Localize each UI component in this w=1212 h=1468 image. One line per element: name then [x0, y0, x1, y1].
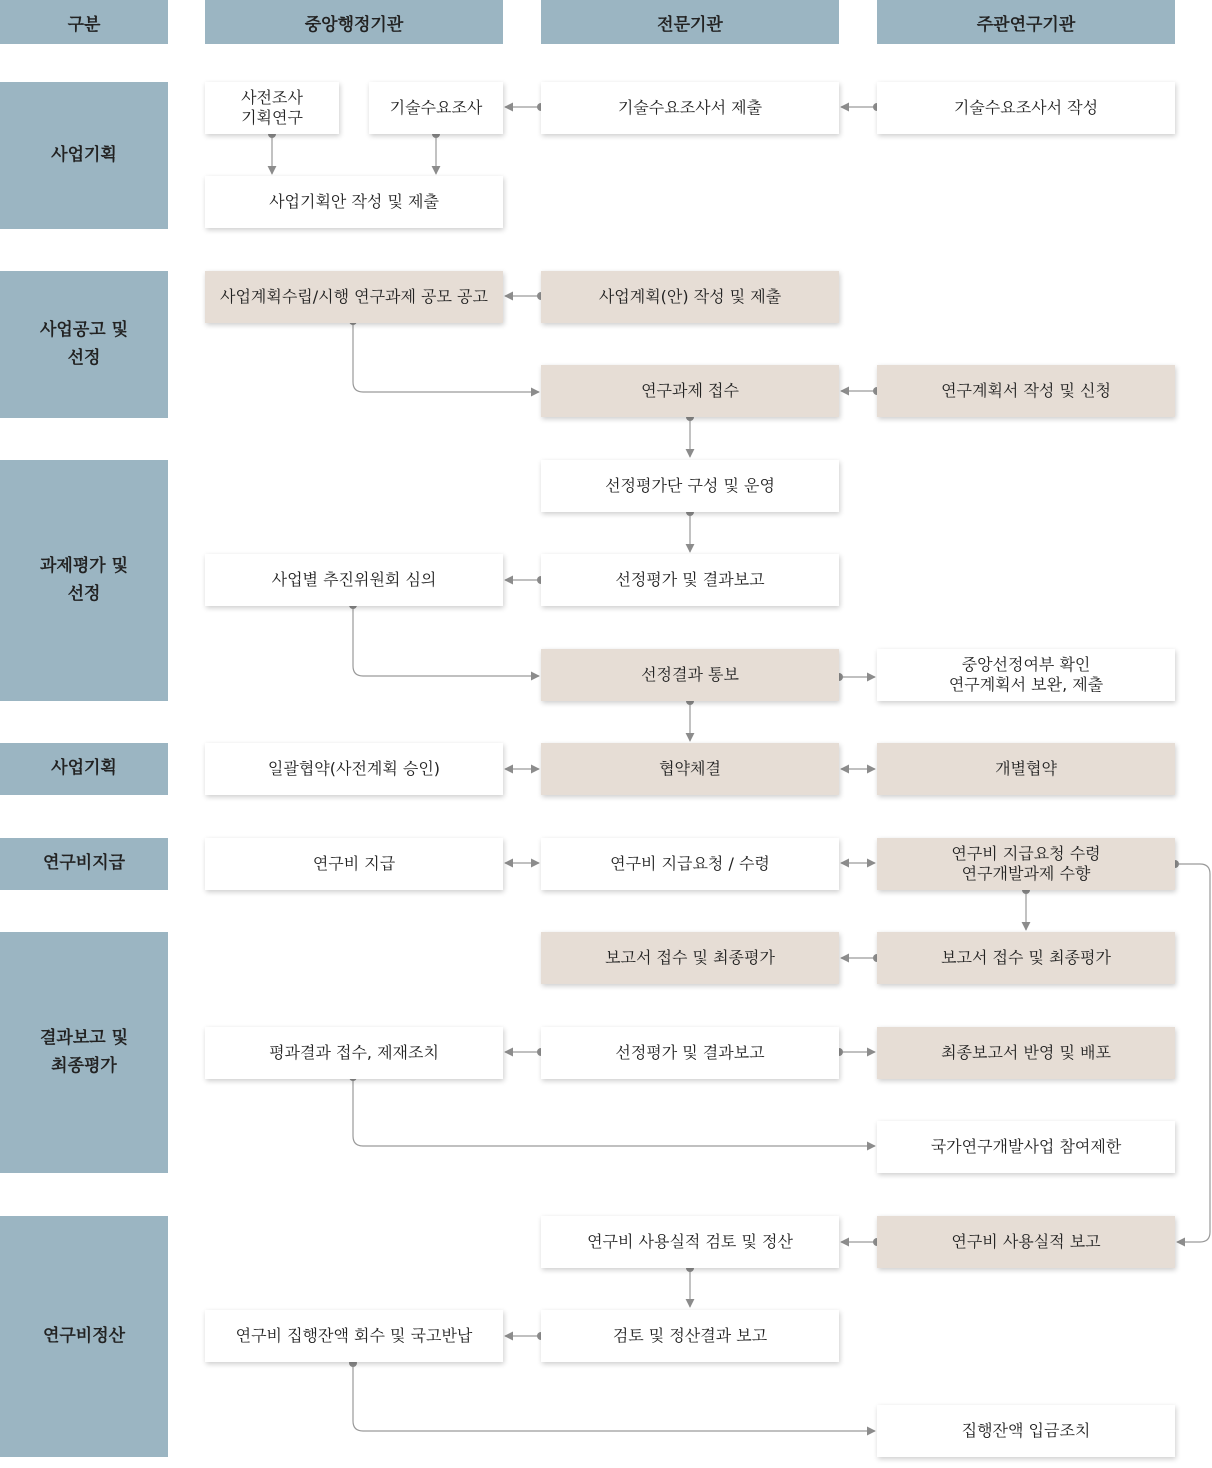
box-fund-receive: 연구비 지급요청 수령 연구개발과제 수향	[877, 838, 1175, 890]
box-balance-deposit: 집행잔액 입금조치	[877, 1405, 1175, 1457]
box-bulk-agreement: 일괄협약(사전계획 승인)	[205, 743, 503, 795]
box-eval-report-2: 선정평가 및 결과보고	[541, 1027, 839, 1079]
box-report-lead: 보고서 접수 및 최종평가	[877, 932, 1175, 984]
box-usage-report: 연구비 사용실적 보고	[877, 1216, 1175, 1268]
header-central-agency: 중앙행정기관	[205, 0, 503, 44]
box-agreement: 협약체결	[541, 743, 839, 795]
box-fund-pay: 연구비 지급	[205, 838, 503, 890]
box-balance-recover: 연구비 집행잔액 회수 및 국고반납	[205, 1310, 503, 1362]
box-plan-draft: 사업기획안 작성 및 제출	[205, 176, 503, 228]
connector-arrow	[353, 321, 539, 392]
header-category: 구분	[0, 0, 168, 44]
box-task-receipt: 연구과제 접수	[541, 365, 839, 417]
box-participation-limit: 국가연구개발사업 참여제한	[877, 1121, 1175, 1173]
box-selection-notice: 선정결과 통보	[541, 649, 839, 701]
header-lead-institution: 주관연구기관	[877, 0, 1175, 44]
stage-announcement: 사업공고 및 선정	[0, 271, 168, 418]
connector-arrow	[353, 605, 539, 676]
header-specialized-agency: 전문기관	[541, 0, 839, 44]
box-tech-demand: 기술수요조사	[369, 82, 503, 134]
connector-arrow	[1175, 864, 1210, 1242]
box-usage-review: 연구비 사용실적 검토 및 정산	[541, 1216, 839, 1268]
box-fund-request: 연구비 지급요청 / 수령	[541, 838, 839, 890]
box-final-report: 최종보고서 반영 및 배포	[877, 1027, 1175, 1079]
box-eval-report-1: 선정평가 및 결과보고	[541, 554, 839, 606]
box-research-plan-apply: 연구계획서 작성 및 신청	[877, 365, 1175, 417]
box-tech-demand-write: 기술수요조사서 작성	[877, 82, 1175, 134]
box-tech-demand-submit: 기술수요조사서 제출	[541, 82, 839, 134]
stage-report: 결과보고 및 최종평가	[0, 932, 168, 1173]
box-selection-confirm: 중앙선정여부 확인 연구계획서 보완, 제출	[877, 649, 1175, 701]
stage-payment: 연구비지급	[0, 838, 168, 890]
box-committee-review: 사업별 추진위원회 심의	[205, 554, 503, 606]
stage-evaluation: 과제평가 및 선정	[0, 460, 168, 701]
connector-arrow	[353, 1363, 875, 1431]
stage-settlement: 연구비정산	[0, 1216, 168, 1457]
box-announce: 사업계획수립/시행 연구과제 공모 공고	[205, 271, 503, 323]
stage-planning: 사업기획	[0, 82, 168, 229]
box-result-receipt: 평과결과 접수, 제재조치	[205, 1027, 503, 1079]
connector-arrow	[353, 1077, 875, 1146]
stage-agreement: 사업기획	[0, 743, 168, 795]
box-review-result: 검토 및 정산결과 보고	[541, 1310, 839, 1362]
box-plan-submit: 사업계획(안) 작성 및 제출	[541, 271, 839, 323]
box-individual-agreement: 개별협약	[877, 743, 1175, 795]
box-report-agency: 보고서 접수 및 최종평가	[541, 932, 839, 984]
box-eval-panel: 선정평가단 구성 및 운영	[541, 460, 839, 512]
box-pre-survey: 사전조사 기획연구	[205, 82, 339, 134]
